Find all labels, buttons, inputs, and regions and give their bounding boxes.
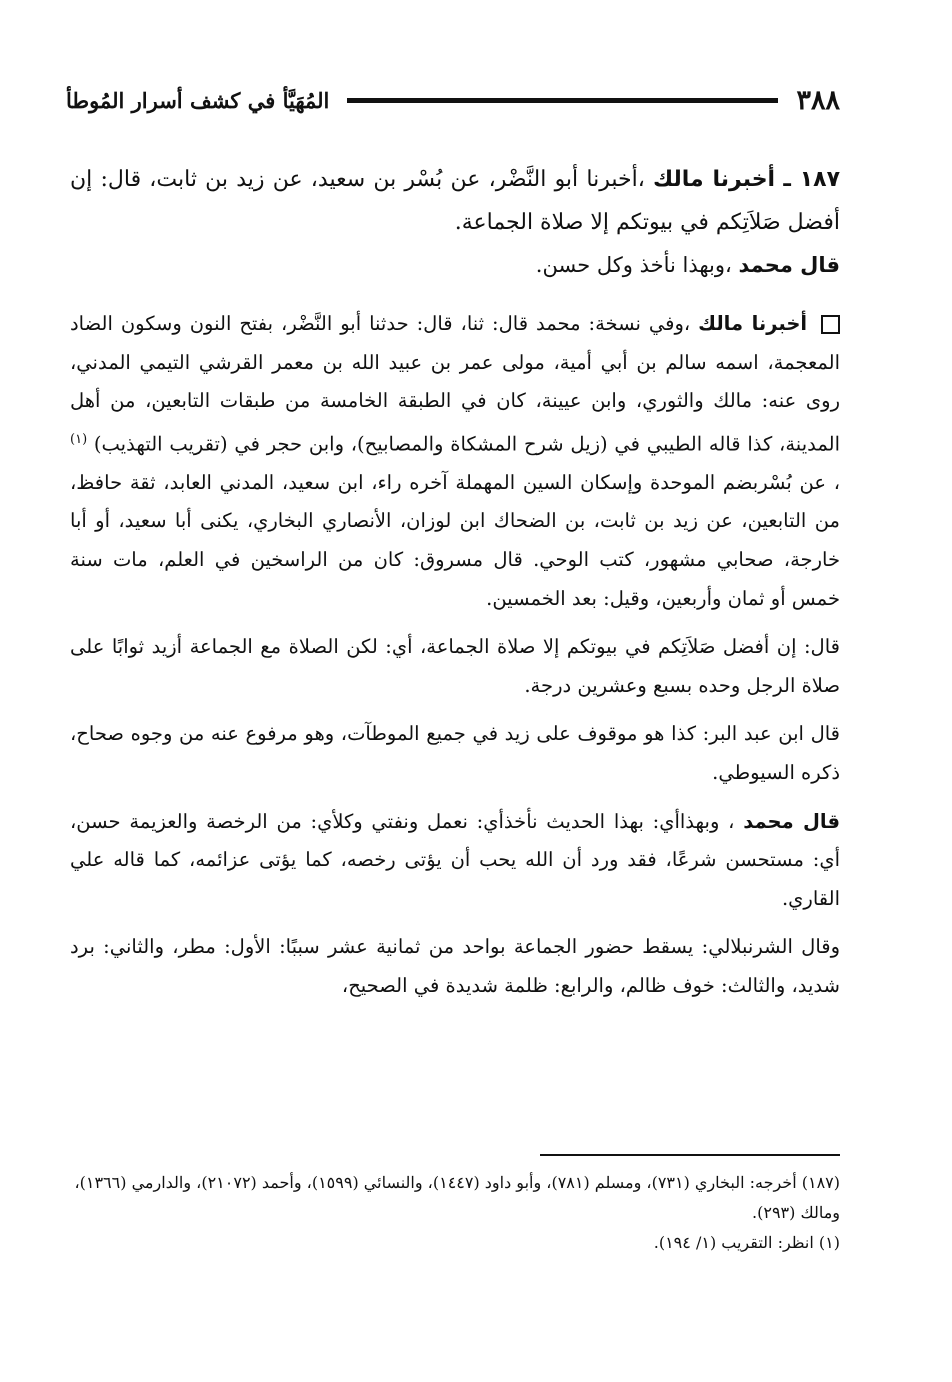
commentary-paragraph — [70, 928, 840, 1005]
muhammad-note-text: ،وبهذا نأخذ وكل حسن. — [535, 253, 732, 277]
commentary-lead: قال محمد — [743, 809, 841, 833]
commentary-text: ، وبهذاأي: بهذا الحديث نأخذأي: نعمل ونفتي وكلأي: من الرخصة والعزيمة حسن، أي: مستحسن شرعًا، فقد ورد أن الله يحب أن يؤتى رخصه، كما يؤتى عزائمه، كما قاله علي القاري. — [70, 809, 840, 910]
footnotes — [70, 1168, 840, 1258]
page-header — [66, 80, 840, 120]
hadith-lead: أخبرنا مالك — [653, 167, 776, 192]
muhammad-note — [70, 244, 840, 287]
hadith-text: ،أخبرنا أبو النَّضْر، عن بُسْر بن سعيد، عن زيد بن ثابت، قال: إن أفضل صَلاَتِكم في بيوتكم إلا صلاة الجماعة. — [70, 167, 840, 235]
hadith-number: ١٨٧ ـ — [783, 167, 841, 192]
commentary-text: قال: إن أفضل صَلاَتِكم في بيوتكم إلا صلاة الجماعة، أي: لكن الصلاة مع الجماعة أزيد ثوابًا على صلاة الرجل وحده بسبع وعشرين درجة. — [70, 635, 840, 697]
footnote: (١) انظر: التقريب (١/ ١٩٤). — [653, 1233, 840, 1252]
running-title: المُهَيَّأ في كشف أسرار المُوطأ — [66, 87, 330, 113]
commentary-lead: أخبرنا مالك — [698, 312, 808, 335]
commentary-paragraph — [70, 628, 840, 705]
muhammad-note-lead: قال محمد — [738, 253, 840, 277]
commentary-paragraph — [70, 803, 840, 919]
commentary-text: ، عن بُسْربضم الموحدة وإسكان السين المهملة آخره راء، ابن سعيد، المدني العابد، ثقة حافظ، من التابعين، عن زيد بن ثابت، بن الضحاك ابن لوزان، الأنصاري البخاري، يكنى أبا سعيد، أو أبا خارجة، صحابي مشهور، كتب الوحي. قال مسروق: كان من الراسخين في العلم، مات سنة خمس أو ثمان وأربعين، وقيل: بعد الخمسين. — [70, 470, 840, 610]
square-marker-icon — [821, 315, 840, 334]
footnote-separator — [540, 1154, 840, 1156]
commentary-text: ،وفي نسخة: محمد قال: ثنا، قال: حدثنا أبو النَّضْر، بفتح النون وسكون الضاد المعجمة، اسمه سالم بن أبي أمية، مولى عمر بن عبيد الله بن معمر القرشي التيمي المدني، روى عنه: مالك والثوري، وابن عيينة، كان في الطبقة الخامسة من طبقات التابعين، من أهل المدينة، كذا قاله الطيبي في (زيل شرح المشكاة والمصابيح)، وابن حجر في (تقريب التهذيب) — [70, 312, 840, 456]
page-number: ٣٨٨ — [796, 84, 840, 116]
header-rule — [347, 98, 778, 103]
commentary-paragraph — [70, 715, 840, 792]
footnote-reference: (١) — [70, 431, 88, 447]
commentary-text: قال ابن عبد البر: كذا هو موقوف على زيد في جميع الموطآت، وهو مرفوع عنه من وجوه صحاح، ذكره السيوطي. — [70, 722, 840, 785]
page-body — [70, 158, 840, 1006]
hadith-paragraph — [70, 158, 840, 244]
commentary-text: وقال الشرنبلالي: يسقط حضور الجماعة بواحد من ثمانية عشر سببًا: الأول: مطر، والثاني: برد شديد، والثالث: خوف ظالم، والرابع: ظلمة شديدة في الصحيح، — [70, 935, 840, 997]
footnote: (١٨٧) أخرجه: البخاري (٧٣١)، ومسلم (٧٨١)، وأبو داود (١٤٤٧)، والنسائي (١٥٩٩)، وأحمد (٢١٠٧٢)، والدارمي (١٣٦٦)، ومالك (٢٩٣). — [74, 1173, 840, 1222]
commentary-paragraph — [70, 305, 840, 618]
